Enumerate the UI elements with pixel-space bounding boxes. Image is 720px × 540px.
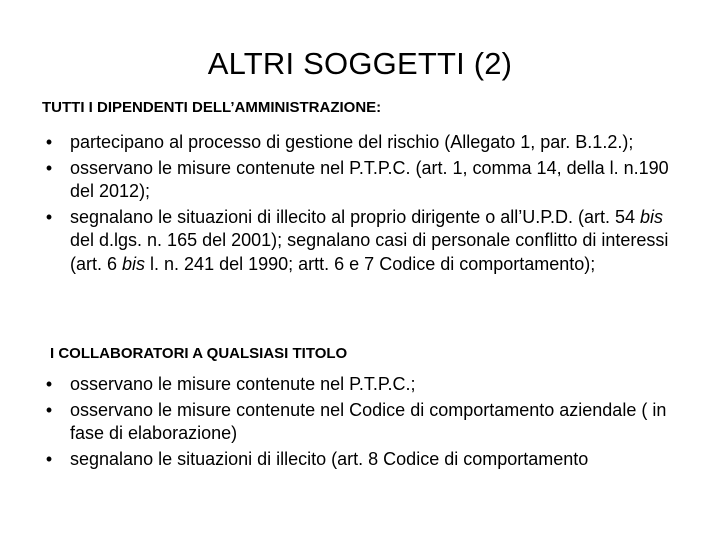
bullet-text [70,207,668,274]
list-item [42,206,682,277]
slide-title: ALTRI SOGGETTI (2) [207,46,513,81]
list-item [42,373,682,397]
bullet-text-italic: bis [122,253,146,274]
bullet-text: osservano le misure contenute nel P.T.P.C. (art. 1, comma 14, della l. n.190 del 2012); [70,157,669,201]
bullet-icon: • [45,157,53,178]
bullet-text-italic: bis [639,206,663,227]
bullet-icon: • [45,399,53,420]
bullet-text-part: segnalano le situazioni di illecito al proprio dirigente o all’U.P.D. (art. 54 [70,206,640,227]
section-heading-collaboratori: I COLLABORATORI A QUALSIASI TITOLO [50,345,348,362]
bullet-text: osservano le misure contenute nel Codice di comportamento aziendale ( in fase di elaborazione) [70,399,667,443]
bullet-text-part: l. n. 241 del 1990; artt. 6 e 7 Codice di comportamento); [145,253,596,274]
bullet-list-collaboratori [42,373,682,473]
list-item [42,157,682,204]
bullet-icon: • [45,374,53,394]
section-heading-dipendenti: TUTTI I DIPENDENTI DELL’AMMINISTRAZIONE: [42,99,382,116]
bullet-icon: • [45,448,53,469]
bullet-text-part: del d.lgs. n. 165 del 2001); segnalano casi di personale conflitto di interessi (art. 6 [70,230,669,274]
bullet-icon: • [45,206,53,227]
bullet-icon: • [45,132,53,152]
bullet-text: partecipano al processo di gestione del rischio (Allegato 1, par. B.1.2.); [70,132,634,152]
list-item [42,399,682,446]
bullet-list-dipendenti [42,131,682,278]
list-item [42,448,682,472]
bullet-text: segnalano le situazioni di illecito (art. 8 Codice di comportamento [70,448,589,469]
bullet-text: osservano le misure contenute nel P.T.P.C.; [70,374,416,394]
list-item [42,131,682,155]
